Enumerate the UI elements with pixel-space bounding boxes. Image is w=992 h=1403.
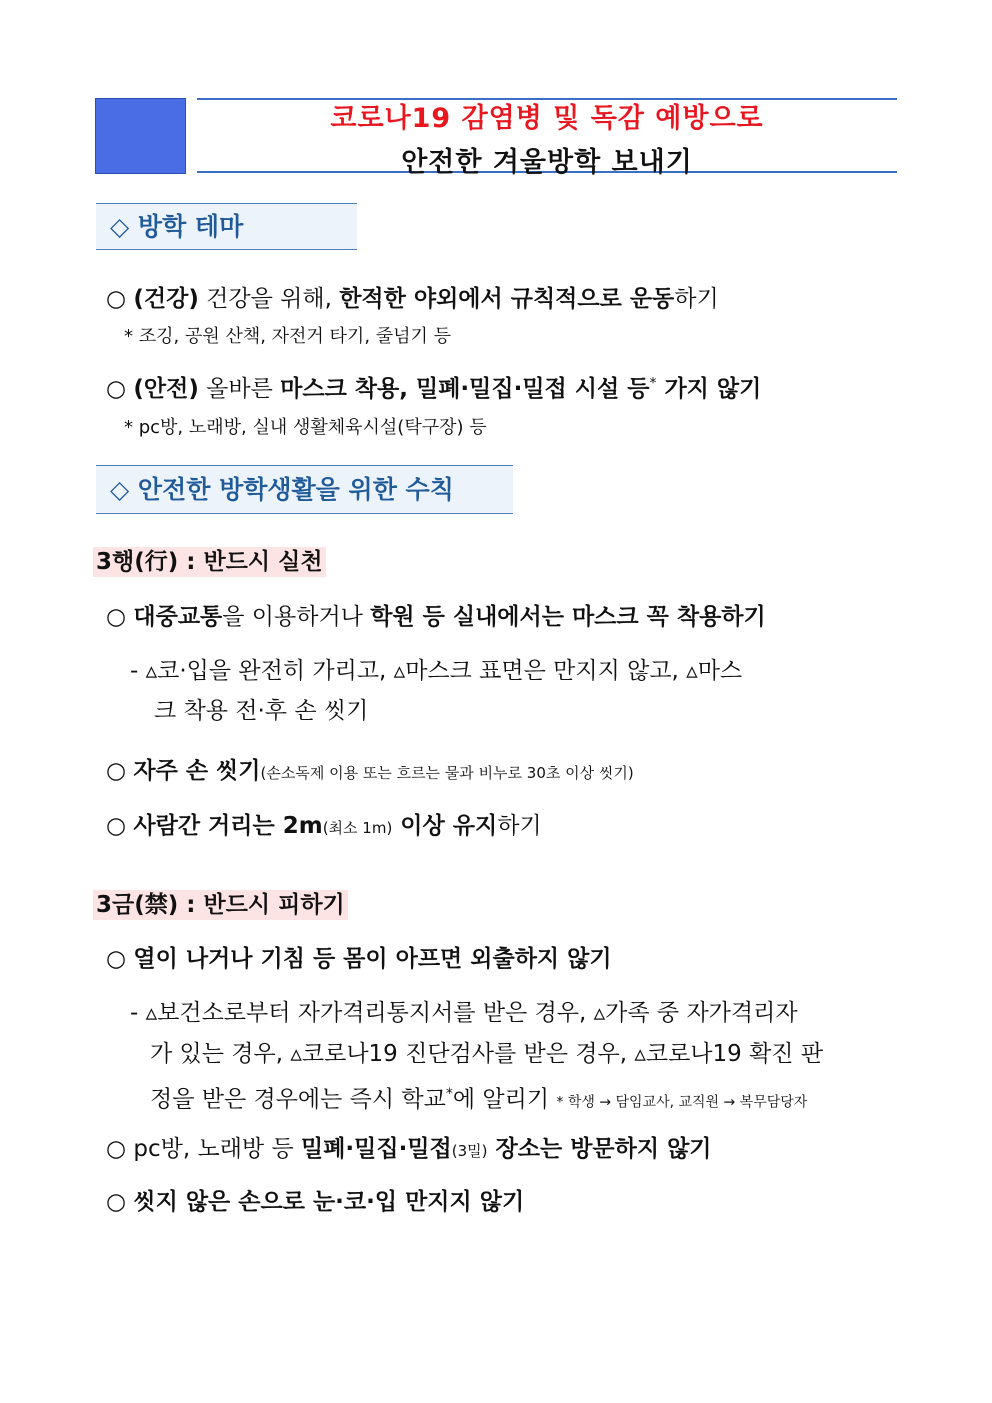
dont-detail-line1: - ▵보건소로부터 자가격리통지서를 받은 경우, ▵가족 중 자가격리자 (130, 1000, 798, 1026)
section-heading-theme: ◇ 방학 테마 (96, 203, 357, 250)
dont-detail-note: * 학생 → 담임교사, 교직원 → 복무담당자 (556, 1094, 808, 1111)
section-heading-rules: ◇ 안전한 방학생활을 위한 수칙 (96, 465, 513, 514)
do-label: 3행(行) : 반드시 실천 (93, 543, 326, 576)
dont-label: 3금(禁) : 반드시 피하기 (93, 886, 348, 919)
title-line-1: 코로나19 감염병 및 독감 예방으로 (330, 103, 764, 134)
dont-detail-line2: 가 있는 경우, ▵코로나19 진단검사를 받은 경우, ▵코로나19 확진 판 (150, 1041, 824, 1067)
theme-item-health: ○ (건강) 건강을 위해, 한적한 야외에서 규칙적으로 운동하기 (106, 286, 719, 312)
theme-note-safety: * pc방, 노래방, 실내 생활체육시설(탁구장) 등 (124, 417, 487, 438)
title-accent-block (95, 98, 186, 174)
dont-detail-line3: 정을 받은 경우에는 즉시 학교*에 알리기 * 학생 → 담임교사, 교직원 → 복무담당자 (150, 1086, 808, 1113)
theme-note-health: * 조깅, 공원 산책, 자전거 타기, 줄넘기 등 (124, 326, 452, 347)
do-item-distance: ○ 사람간 거리는 2m(최소 1m) 이상 유지하기 (106, 813, 542, 839)
do-detail-mask-line2: 크 착용 전·후 손 씻기 (154, 698, 369, 724)
theme-item-safety: ○ (안전) 올바른 마스크 착용, 밀폐·밀집·밀접 시설 등* 가지 않기 (106, 375, 762, 402)
circle-bullet-icon: ○ (106, 376, 127, 402)
circle-bullet-icon: ○ (106, 758, 127, 784)
dont-item-touch: ○ 씻지 않은 손으로 눈·코·입 만지지 않기 (106, 1189, 525, 1215)
do-item-handwash: ○ 자주 손 씻기(손소독제 이용 또는 흐르는 물과 비누로 30초 이상 씻기) (106, 758, 634, 784)
dont-item-crowded: ○ pc방, 노래방 등 밀폐·밀집·밀접(3밀) 장소는 방문하지 않기 (106, 1136, 712, 1162)
do-detail-mask-line1: - ▵코·입을 완전히 가리고, ▵마스크 표면은 만지지 않고, ▵마스 (130, 658, 743, 684)
circle-bullet-icon: ○ (106, 1189, 127, 1215)
circle-bullet-icon: ○ (106, 1136, 127, 1162)
dont-item-sick: ○ 열이 나거나 기침 등 몸이 아프면 외출하지 않기 (106, 946, 612, 972)
title-line-2: 안전한 겨울방학 보내기 (401, 147, 693, 178)
circle-bullet-icon: ○ (106, 813, 127, 839)
circle-bullet-icon: ○ (106, 604, 127, 630)
circle-bullet-icon: ○ (106, 286, 127, 312)
circle-bullet-icon: ○ (106, 946, 127, 972)
do-item-mask: ○ 대중교통을 이용하거나 학원 등 실내에서는 마스크 꼭 착용하기 (106, 604, 766, 630)
